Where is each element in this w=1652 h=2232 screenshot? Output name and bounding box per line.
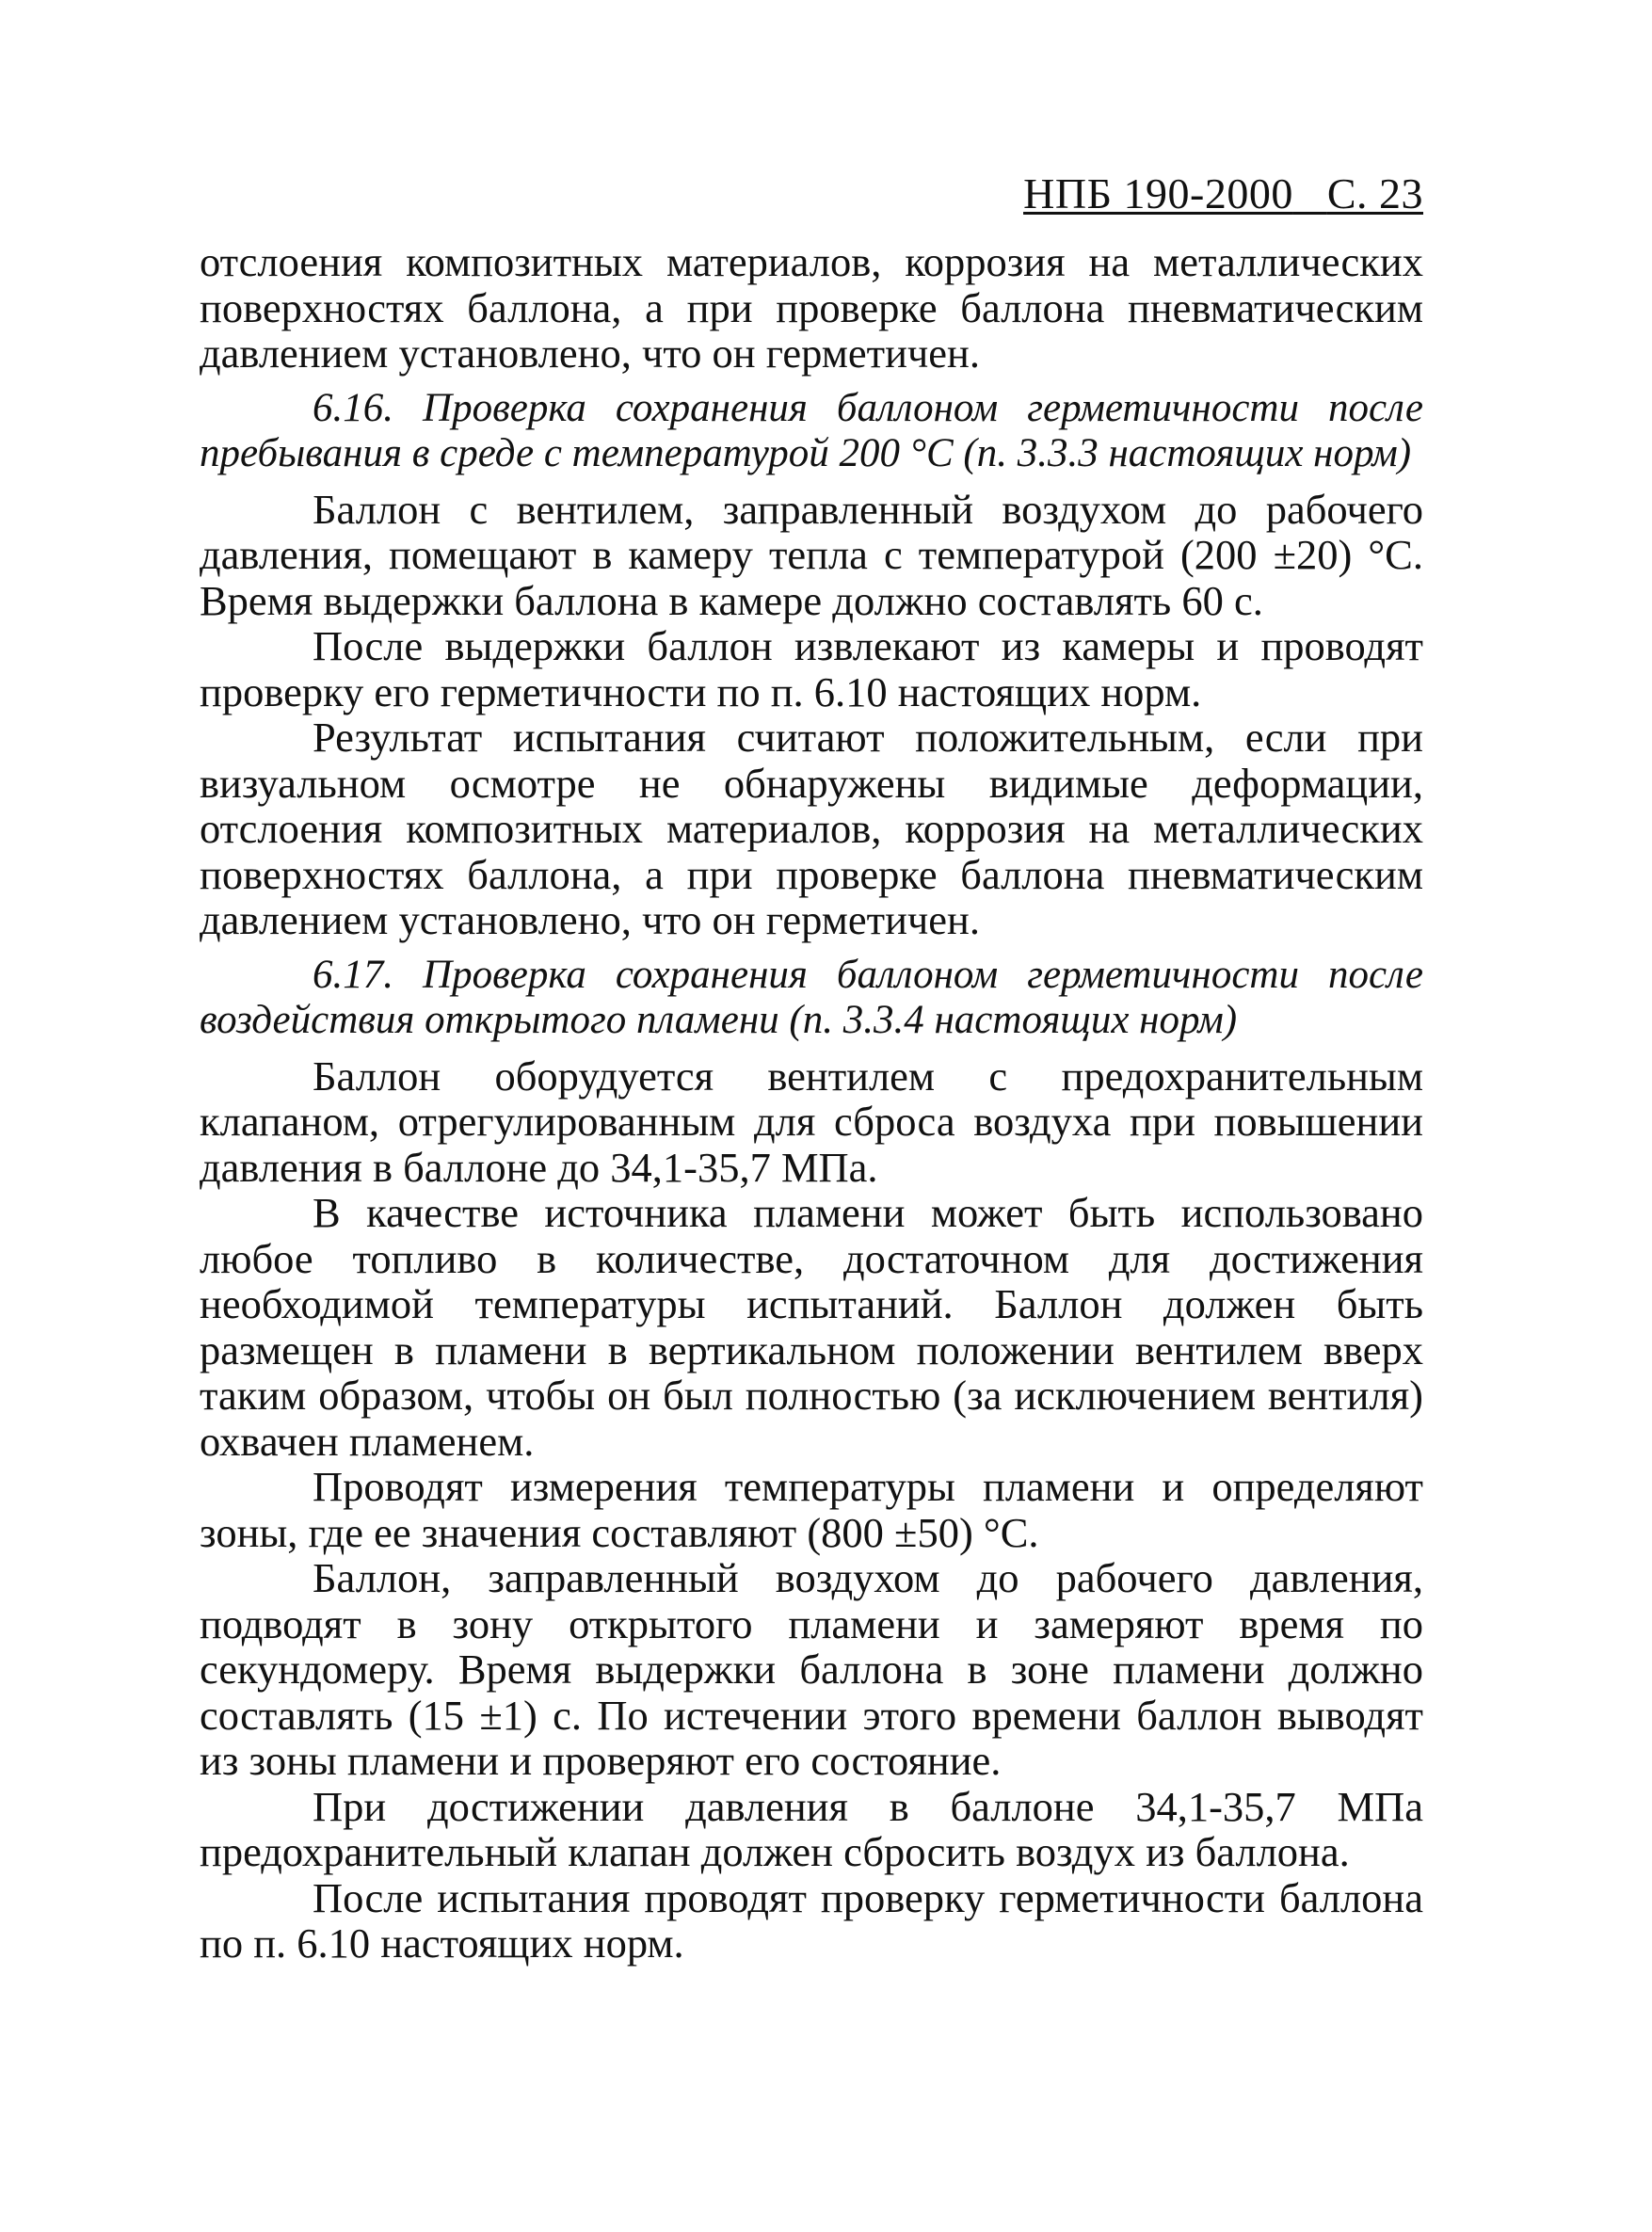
doc-code: НПБ 190-2000 xyxy=(1023,169,1293,217)
paragraph-6-16-3: Результат испытания считают положительным, если при визуальном осмотре не обнаружены видимые деформации, отслоения композитных материалов, коррозия на металлических поверхностях баллона, а при проверке баллона пневматическим давлением установлено, что он герметичен. xyxy=(200,714,1423,943)
paragraph-6-17-3: Проводят измерения температуры пламени и определяют зоны, где ее значения составляют (800 ±50) °С. xyxy=(200,1463,1423,1556)
page-header xyxy=(200,168,1423,220)
section-heading-6-17: 6.17. Проверка сохранения баллоном герметичности после воздействия открытого пламени (п. 3.3.4 настоящих норм) xyxy=(200,952,1423,1042)
paragraph-6-17-1: Баллон оборудуется вентилем с предохранительным клапаном, отрегулированным для сброса воздуха при повышении давления в баллоне до 34,1-35,7 МПа. xyxy=(200,1052,1423,1191)
paragraph-continuation: отслоения композитных материалов, коррозия на металлических поверхностях баллона, а при проверке баллона пневматическим давлением установлено, что он герметичен. xyxy=(200,238,1423,377)
section-heading-6-16: 6.16. Проверка сохранения баллоном герметичности после пребывания в среде с температурой 200 °С (п. 3.3.3 настоящих норм) xyxy=(200,385,1423,475)
paragraph-6-16-2: После выдержки баллон извлекают из камеры и проводят проверку его герметичности по п. 6.10 настоящих норм. xyxy=(200,622,1423,715)
paragraph-6-17-5: При достижении давления в баллоне 34,1-35,7 МПа предохранительный клапан должен сбросить воздух из баллона. xyxy=(200,1782,1423,1875)
header-text xyxy=(1023,169,1423,217)
paragraph-6-17-6: После испытания проводят проверку герметичности баллона по п. 6.10 настоящих норм. xyxy=(200,1873,1423,1967)
page-number: С. 23 xyxy=(1326,169,1423,217)
document-page xyxy=(200,168,1423,1967)
paragraph-6-17-4: Баллон, заправленный воздухом до рабочего давления, подводят в зону открытого пламени и замеряют время по секундомеру. Время выдержки баллона в зоне пламени должно составлять (15 ±1) с. По истечении этого времени баллон выводят из зоны пламени и проверяют его состояние. xyxy=(200,1554,1423,1784)
paragraph-6-17-2: В качестве источника пламени может быть использовано любое топливо в количестве, достаточном для достижения необходимой температуры испытаний. Баллон должен быть размещен в пламени в вертикальном положении вентилем вверх таким образом, чтобы он был полностью (за исключением вентиля) охвачен пламенем. xyxy=(200,1189,1423,1465)
paragraph-6-16-1: Баллон с вентилем, заправленный воздухом до рабочего давления, помещают в камеру тепла с температурой (200 ±20) °С. Время выдержки баллона в камере должно составлять 60 с. xyxy=(200,485,1423,624)
